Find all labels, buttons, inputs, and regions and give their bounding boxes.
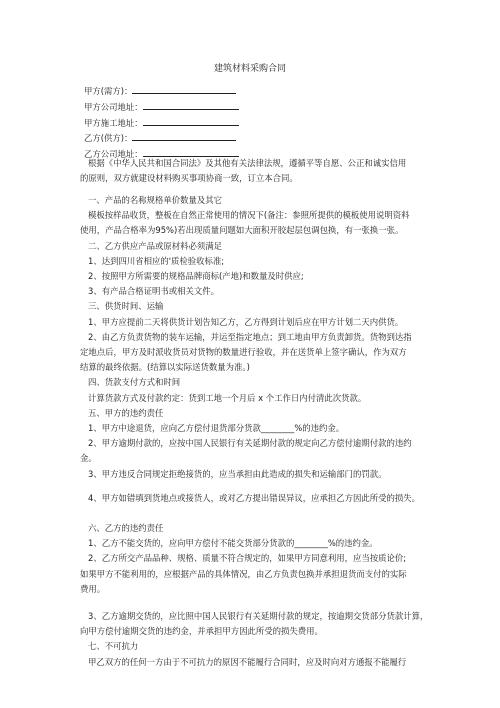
party-field-row (84, 116, 239, 132)
clause-line: 3、甲方违反合同规定拒绝接货的，应当承担由此造成的损失和运输部门的罚款。 (88, 469, 387, 479)
clause-line: 2、按照甲方所需要的规格品牌商标(产地)和数量及时供应; (88, 271, 304, 282)
clause-block (80, 491, 427, 506)
clause-line: 结算的最终依据。(结算以实际送货数量为准。) (80, 362, 250, 373)
party-field-label: 乙方(供方)： (84, 133, 133, 144)
clause-line: 3、有产品合格证明书或相关文件。 (88, 286, 219, 297)
clause-line: 1、乙方不能交货的，应向甲方偿付不能交货部分货款的________%的违约金。 (88, 538, 378, 549)
clause-line: 4、甲方如错填到货地点或接货人，或对乙方提出错误异议，应承担乙方因此所受的损失。 (88, 493, 420, 503)
clause-block (80, 467, 427, 482)
party-info (84, 84, 239, 163)
clause-block (80, 609, 427, 670)
party-field-row (84, 131, 239, 147)
clause-line: 费用。 (80, 583, 106, 594)
clause-line: 七、不可抗力 (88, 641, 139, 652)
clause-line: 六、乙方的违约责任 (88, 523, 164, 533)
clause-line: 五、甲方的违约责任 (88, 407, 164, 418)
clause-block (80, 193, 427, 467)
intro-line: 的原则，双方就建设材料购买事项协商一致，订立本合同。 (80, 173, 298, 184)
fill-in-blank[interactable] (143, 116, 239, 126)
clause-line: 模板按样品收货，整板在自然正常使用的情况下(备注：参照所提供的模板使用说明资料 (88, 210, 410, 221)
clause-line: 1、甲方应提前二天将供货计划告知乙方，乙方得到计划后应在甲方计划二天内供货。 (88, 316, 404, 327)
clause-line: 3、乙方逾期交货的，应比照中国人民银行有关延期付款的规定，按逾期交货部分货款计算， (88, 611, 429, 621)
fill-in-blank[interactable] (143, 100, 239, 110)
intro-paragraph (80, 156, 427, 186)
document-title: 建筑材料采购合同 (213, 64, 286, 74)
clause-line: 一、产品的名称规格单价数量及其它 (88, 195, 222, 205)
intro-line: 根据《中华人民共和国合同法》及其他有关法律法规，遵循平等自愿、公正和诚实信用 (88, 158, 407, 168)
fill-in-blank[interactable] (132, 84, 236, 94)
party-field-label: 甲方公司地址： (84, 101, 143, 112)
clause-line: 金。 (80, 453, 97, 464)
clause-line: 1、甲方中途退货，应向乙方偿付退货部分货款________%的违约金。 (88, 423, 345, 434)
party-field-row (84, 84, 239, 100)
clause-line: 2、甲方逾期付款的，应按中国人民银行有关延期付款的规定向乙方偿付逾期付款的违约 (88, 438, 412, 449)
clause-line: 使用，产品合格率为95%)若出现质量问题如大面积开胶起层包调包换，有一张换一张。 (80, 225, 404, 236)
clause-line: 计算货款方式及付款约定：货到工地一个月后 x 个工作日内付清此次货款。 (88, 392, 367, 403)
clause-line: 甲乙双方的任何一方由于不可抗力的原因不能履行合同时，应及时向对方通报不能履行 (88, 656, 407, 667)
clause-line: 2、乙方所交产品品种、规格、质量不符合规定的，如果甲方同意利用，应当按质论价; (88, 553, 407, 564)
clause-line: 二、乙方供应产品或原材料必须满足 (88, 240, 222, 251)
clause-block (80, 521, 427, 597)
clause-line: 2、由乙方负责货物的装车运输，并运至指定地点；到工地由甲方负责卸货。货物到达指 (88, 331, 412, 342)
fill-in-blank[interactable] (132, 131, 236, 141)
party-field-label: 甲方(需方)： (84, 86, 133, 96)
clause-line: 1、达到四川省相应的'质检验收标准; (88, 255, 225, 266)
clause-line: 定地点后，甲方及时派收货员对货物的数量进行验收，并在送货单上签字确认，作为双方 (80, 347, 407, 358)
clause-line: 向甲方偿付逾期交货的违约金，并承担甲方因此所受的损失费用。 (80, 626, 323, 637)
party-field-label: 乙方公司地址： (84, 149, 143, 160)
party-field-label: 甲方施工地址： (84, 117, 143, 128)
party-field-row (84, 100, 239, 116)
clause-line: 三、供货时间、运输 (88, 301, 164, 312)
clause-line: 四、货款支付方式和时间 (88, 377, 181, 388)
clause-line: 如果甲方不能利用的，应根据产品的具体情况，由乙方负责包换并承担退货而支付的实际 (80, 568, 407, 579)
